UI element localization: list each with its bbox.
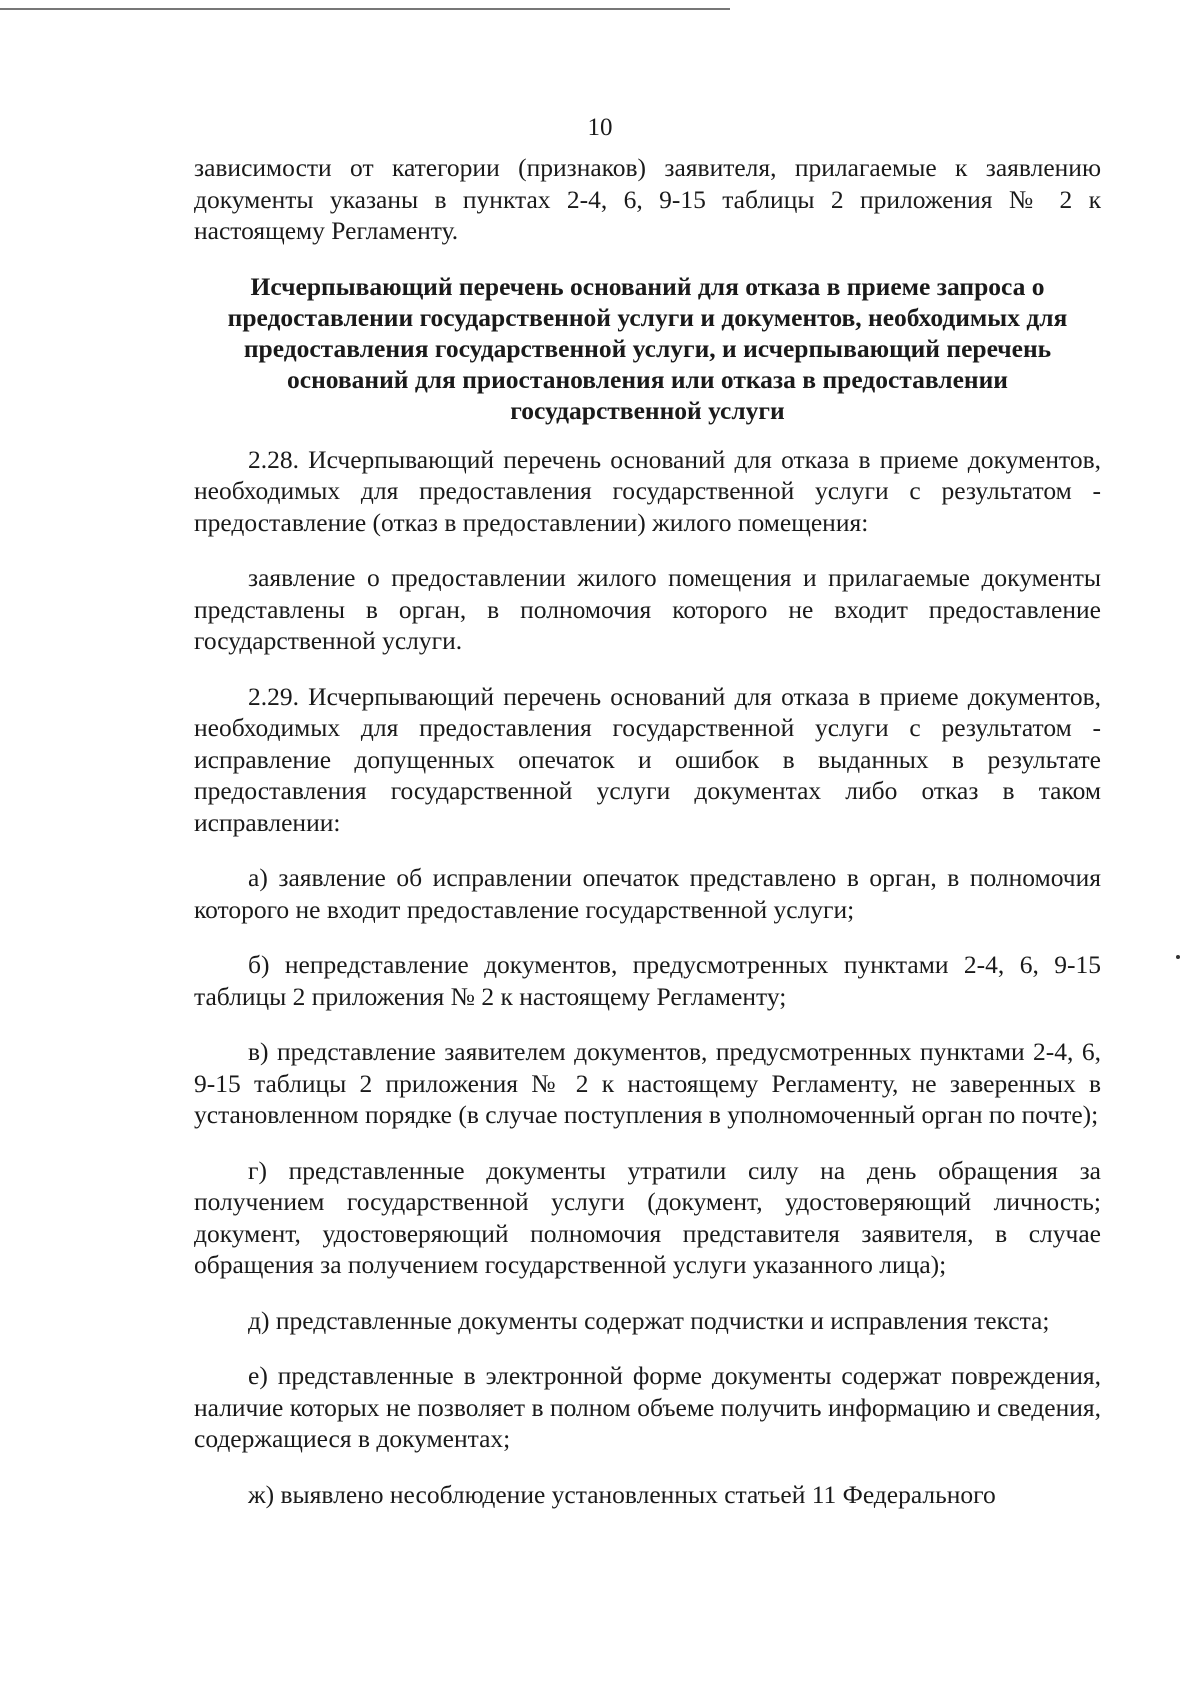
list-item-b: б) непредставление документов, предусмотренных пунктами 2-4, 6, 9-15 таблицы 2 приложения № 2 к настоящему Регламенту;: [194, 950, 1101, 1011]
scan-speck: [1176, 955, 1180, 959]
paragraph-2-29: 2.29. Исчерпывающий перечень оснований для отказа в приеме документов, необходимых для предоставления государственной услуги с результатом - исправление допущенных опечаток и ошибок в выданных в результате предоставления государственной услуги документах либо отказ в таком исправлении:: [194, 681, 1101, 837]
paragraph-2-28: 2.28. Исчерпывающий перечень оснований для отказа в приеме документов, необходимых для предоставления государственной услуги с результатом - предоставление (отказ в предоставлении) жилого помещения:: [194, 444, 1101, 537]
scan-edge-line: [0, 8, 730, 10]
list-item-a: а) заявление об исправлении опечаток представлено в орган, в полномочия которого не входит предоставление государственной услуги;: [194, 863, 1101, 924]
section-heading: Исчерпывающий перечень оснований для отказа в приеме запроса о предоставлении государственной услуги и документов, необходимых для предоставления государственной услуги, и исчерпывающий перечень оснований для приостановления или отказа в предоставлении государственной услуги: [227, 271, 1068, 425]
intro-paragraph: зависимости от категории (признаков) заявителя, прилагаемые к заявлению документы указаны в пунктах 2-4, 6, 9-15 таблицы 2 приложения № 2 к настоящему Регламенту.: [194, 153, 1101, 245]
list-item-g: г) представленные документы утратили силу на день обращения за получением государственной услуги (документ, удостоверяющий личность; документ, удостоверяющий полномочия представителя заявителя, в случае обращения за получением государственной услуги указанного лица);: [194, 1155, 1101, 1279]
list-item-v: в) представление заявителем документов, предусмотренных пунктами 2-4, 6, 9-15 таблицы 2 приложения № 2 к настоящему Регламенту, не заверенных в установленном порядке (в случае поступления в уполномоченный орган по почте);: [194, 1037, 1101, 1129]
document-body: [194, 152, 1101, 1534]
page-number: 10: [587, 114, 613, 141]
list-item-zh: ж) выявлено несоблюдение установленных статьей 11 Федерального: [248, 1479, 996, 1509]
paragraph-2-28-item: заявление о предоставлении жилого помещения и прилагаемые документы представлены в орган, в полномочия которого не входит предоставление государственной услуги.: [194, 563, 1101, 655]
list-item-d: д) представленные документы содержат подчистки и исправления текста;: [248, 1305, 1050, 1335]
list-item-e: е) представленные в электронной форме документы содержат повреждения, наличие которых не позволяет в полном объеме получить информацию и сведения, содержащиеся в документах;: [194, 1361, 1101, 1453]
